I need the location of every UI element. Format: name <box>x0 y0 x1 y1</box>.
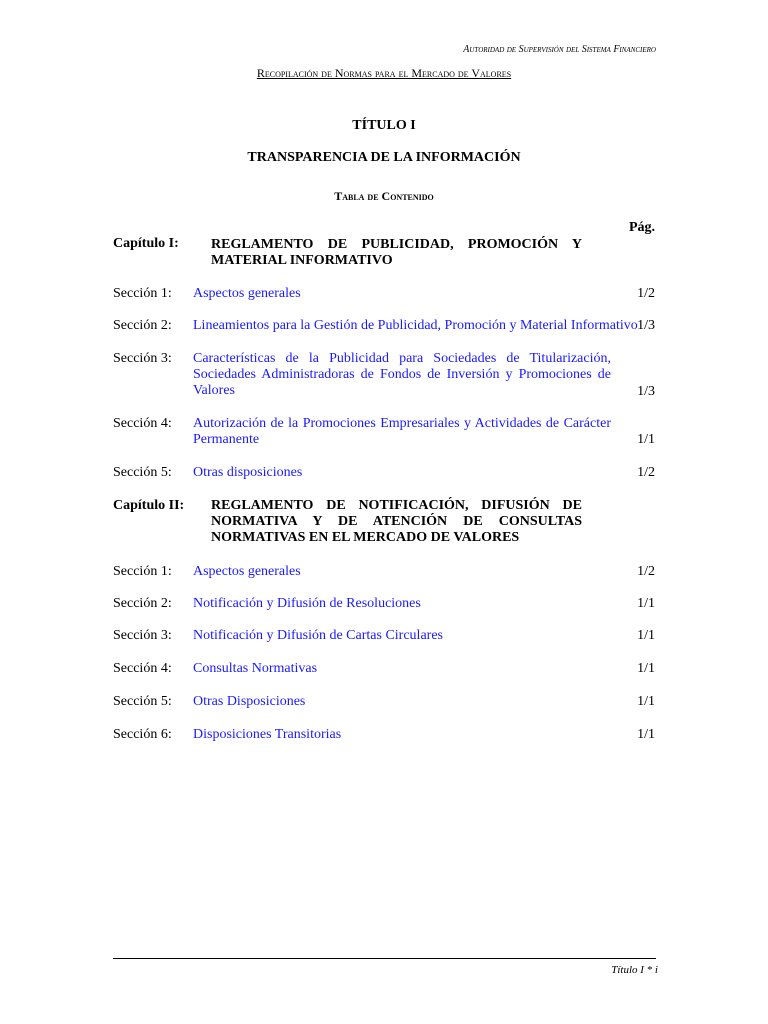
chapter-1-section-4-page: 1/1 <box>637 432 655 447</box>
chapter-1-section-1-label: Sección 1: <box>113 286 172 301</box>
chapter-2-section-3-label: Sección 3: <box>113 628 172 643</box>
chapter-2-section-1-page: 1/2 <box>637 564 655 579</box>
chapter-2-section-2-link[interactable]: Notificación y Difusión de Resoluciones <box>193 596 421 611</box>
chapter-2-section-6-link[interactable]: Disposiciones Transitorias <box>193 727 342 742</box>
chapter-2-section-1-label: Sección 1: <box>113 564 172 579</box>
page-column-label: Pág. <box>628 220 655 235</box>
chapter-1-section-4-link[interactable]: Autorización de la Promociones Empresariales y Actividades de Carácter Permanente <box>193 416 611 447</box>
chapter-1-section-3-link[interactable]: Características de la Publicidad para Sociedades de Titularización, Sociedades Administradoras de Fondos de Inversión y Promociones de Valores <box>193 351 611 398</box>
chapter-2-section-2-page: 1/1 <box>637 596 655 611</box>
chapter-1-section-3-page: 1/3 <box>637 384 655 399</box>
chapter-2-section-1-link[interactable]: Aspectos generales <box>193 564 301 579</box>
document-subtitle: TRANSPARENCIA DE LA INFORMACIÓN <box>247 150 521 165</box>
footer-page-label: Título I * i <box>611 964 658 976</box>
authority-header: Autoridad de Supervisión del Sistema Financiero <box>463 44 656 55</box>
chapter-1-section-3-label: Sección 3: <box>113 351 172 366</box>
chapter-2-section-3-page: 1/1 <box>637 628 655 643</box>
chapter-1-section-1-page: 1/2 <box>637 286 655 301</box>
compilation-header <box>0 66 768 81</box>
chapter-1-section-1-link[interactable]: Aspectos generales <box>193 286 301 301</box>
chapter-1-section-5-link[interactable]: Otras disposiciones <box>193 465 303 480</box>
chapter-2-section-4-link[interactable]: Consultas Normativas <box>193 661 318 676</box>
chapter-1-title: REGLAMENTO DE PUBLICIDAD, PROMOCIÓN Y MATERIAL INFORMATIVO <box>211 237 582 268</box>
chapter-1-section-2-label: Sección 2: <box>113 318 172 333</box>
chapter-1-section-5-page: 1/2 <box>637 465 655 480</box>
footer-divider <box>113 958 656 959</box>
chapter-2-label: Capítulo II: <box>113 498 185 513</box>
chapter-2-section-6-page: 1/1 <box>637 727 655 742</box>
chapter-2-section-2-label: Sección 2: <box>113 596 172 611</box>
chapter-2-section-5-link[interactable]: Otras Disposiciones <box>193 694 306 709</box>
chapter-2-section-4-label: Sección 4: <box>113 661 172 676</box>
chapter-1-section-2-page: 1/3 <box>637 318 655 333</box>
document-title: TÍTULO I <box>352 118 416 133</box>
chapter-1-label: Capítulo I: <box>113 236 179 251</box>
chapter-2-section-5-label: Sección 5: <box>113 694 172 709</box>
chapter-2-title: REGLAMENTO DE NOTIFICACIÓN, DIFUSIÓN DE NORMATIVA Y DE ATENCIÓN DE CONSULTAS NORMATIVAS EN EL MERCADO DE VALORES <box>211 498 582 545</box>
chapter-2-section-4-page: 1/1 <box>637 661 655 676</box>
chapter-1-section-2-link[interactable]: Lineamientos para la Gestión de Publicidad, Promoción y Material Informativo <box>193 318 638 333</box>
toc-heading: Tabla de Contenido <box>334 189 434 203</box>
chapter-2-section-3-link[interactable]: Notificación y Difusión de Cartas Circulares <box>193 628 443 643</box>
chapter-1-section-4-label: Sección 4: <box>113 416 172 431</box>
chapter-2-section-6-label: Sección 6: <box>113 727 172 742</box>
chapter-2-section-5-page: 1/1 <box>637 694 655 709</box>
compilation-header-text: Recopilación de Normas para el Mercado de Valores <box>256 66 512 80</box>
chapter-1-section-5-label: Sección 5: <box>113 465 172 480</box>
